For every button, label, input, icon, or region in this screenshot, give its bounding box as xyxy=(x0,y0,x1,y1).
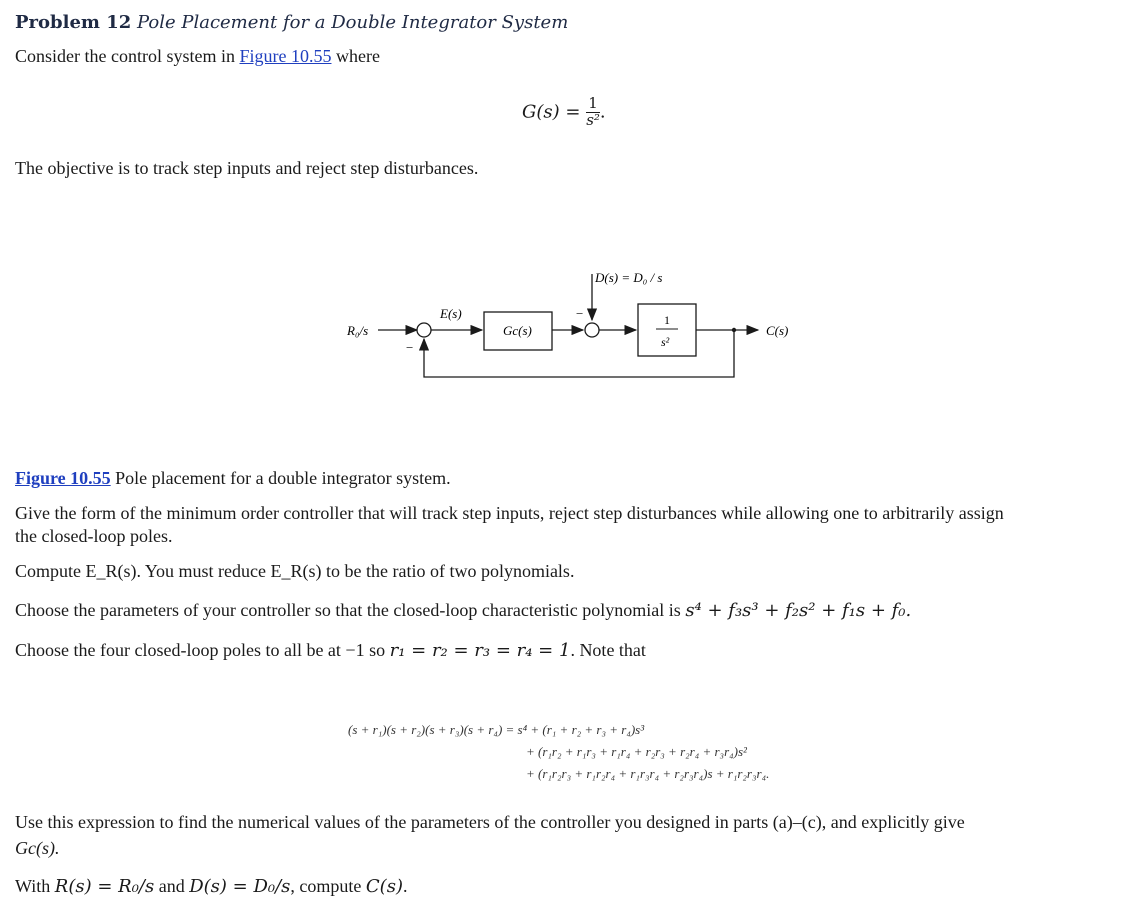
expansion-line-1: (s + r₁)(s + r₂)(s + r₃)(s + r₄) = s⁴ + (r₁ + r₂ + r₃ + r₄)s³ xyxy=(348,722,645,737)
figure-link-caption[interactable]: Figure 10.55 xyxy=(15,468,111,488)
compute-c-text3: , compute xyxy=(290,876,366,896)
summing-junction-1 xyxy=(417,323,431,337)
transfer-function-equation xyxy=(522,96,606,129)
compute-c-math2: D(s) = D₀/s xyxy=(189,876,291,897)
compute-c-text2: and xyxy=(154,876,190,896)
paragraph-controller-form-line2: the closed-loop poles. xyxy=(15,526,173,546)
char-poly-text: Choose the parameters of your controller so that the closed-loop characteristic polynomial is xyxy=(15,600,686,620)
compute-c-math3: C(s) xyxy=(365,876,403,897)
input-label: R₀/s xyxy=(347,323,369,338)
block-diagram xyxy=(330,262,810,387)
eq-numerator: 1 xyxy=(588,94,598,112)
paragraph-compute-er: Compute E_R(s). You must reduce E_R(s) to be the ratio of two polynomials. xyxy=(15,561,575,581)
problem-title xyxy=(15,12,568,33)
minus-sign-1: − xyxy=(406,340,414,355)
compute-c-text1: With xyxy=(15,876,55,896)
controller-label: Gc(s) xyxy=(503,323,532,338)
eq-fraction xyxy=(586,96,600,129)
summing-junction-2 xyxy=(585,323,599,337)
plant-denominator: s² xyxy=(661,335,670,349)
paragraph-numerical-line1: Use this expression to find the numerical values of the parameters of the controller you designed in parts (a)–(c), and explicitly give xyxy=(15,812,965,832)
error-label: E(s) xyxy=(440,306,462,321)
paragraph-poles xyxy=(15,640,646,661)
expansion-line-3: + (r₁r₂r₃ + r₁r₂r₄ + r₁r₃r₄ + r₂r₃r₄)s + r₁r₂r₃r₄. xyxy=(526,766,770,781)
caption-text: Pole placement for a double integrator system. xyxy=(110,468,451,488)
intro-where: where xyxy=(331,46,380,66)
poles-text: Choose the four closed-loop poles to all be at −1 so xyxy=(15,640,390,660)
poles-end: . Note that xyxy=(570,640,646,660)
compute-c-math1: R(s) = R₀/s xyxy=(54,876,155,897)
minus-sign-2: − xyxy=(576,306,584,321)
paragraph-compute-c xyxy=(15,876,407,897)
intro-line xyxy=(15,46,380,67)
output-label: C(s) xyxy=(766,323,789,338)
expansion-line-2: + (r₁r₂ + r₁r₃ + r₁r₄ + r₂r₃ + r₂r₄ + r₃r₄)s² xyxy=(526,744,747,759)
problem-name: Pole Placement for a Double Integrator System xyxy=(137,12,569,33)
figure-link-intro[interactable]: Figure 10.55 xyxy=(239,46,332,66)
eq-period: . xyxy=(599,101,606,123)
intro-text: Consider the control system in xyxy=(15,46,240,66)
compute-c-end: . xyxy=(402,876,408,896)
disturbance-label: D(s) = D₀ / s xyxy=(595,270,663,285)
objective-text: The objective is to track step inputs and reject step disturbances. xyxy=(15,158,479,178)
paragraph-char-poly xyxy=(15,600,911,621)
paragraph-numerical-line2: Gc(s). xyxy=(15,838,60,858)
eq-denominator: s² xyxy=(586,110,600,129)
poles-math: r₁ = r₂ = r₃ = r₄ = 1 xyxy=(389,640,571,661)
eq-lhs: G(s) = xyxy=(522,101,581,123)
problem-label: Problem 12 xyxy=(15,12,132,33)
paragraph-controller-form-line1: Give the form of the minimum order controller that will track step inputs, reject step disturbances while allowing one to arbitrarily assign xyxy=(15,503,1004,523)
char-poly-math: s⁴ + f₃s³ + f₂s² + f₁s + f₀. xyxy=(685,600,912,621)
figure-caption xyxy=(15,468,451,489)
plant-numerator: 1 xyxy=(664,313,670,327)
